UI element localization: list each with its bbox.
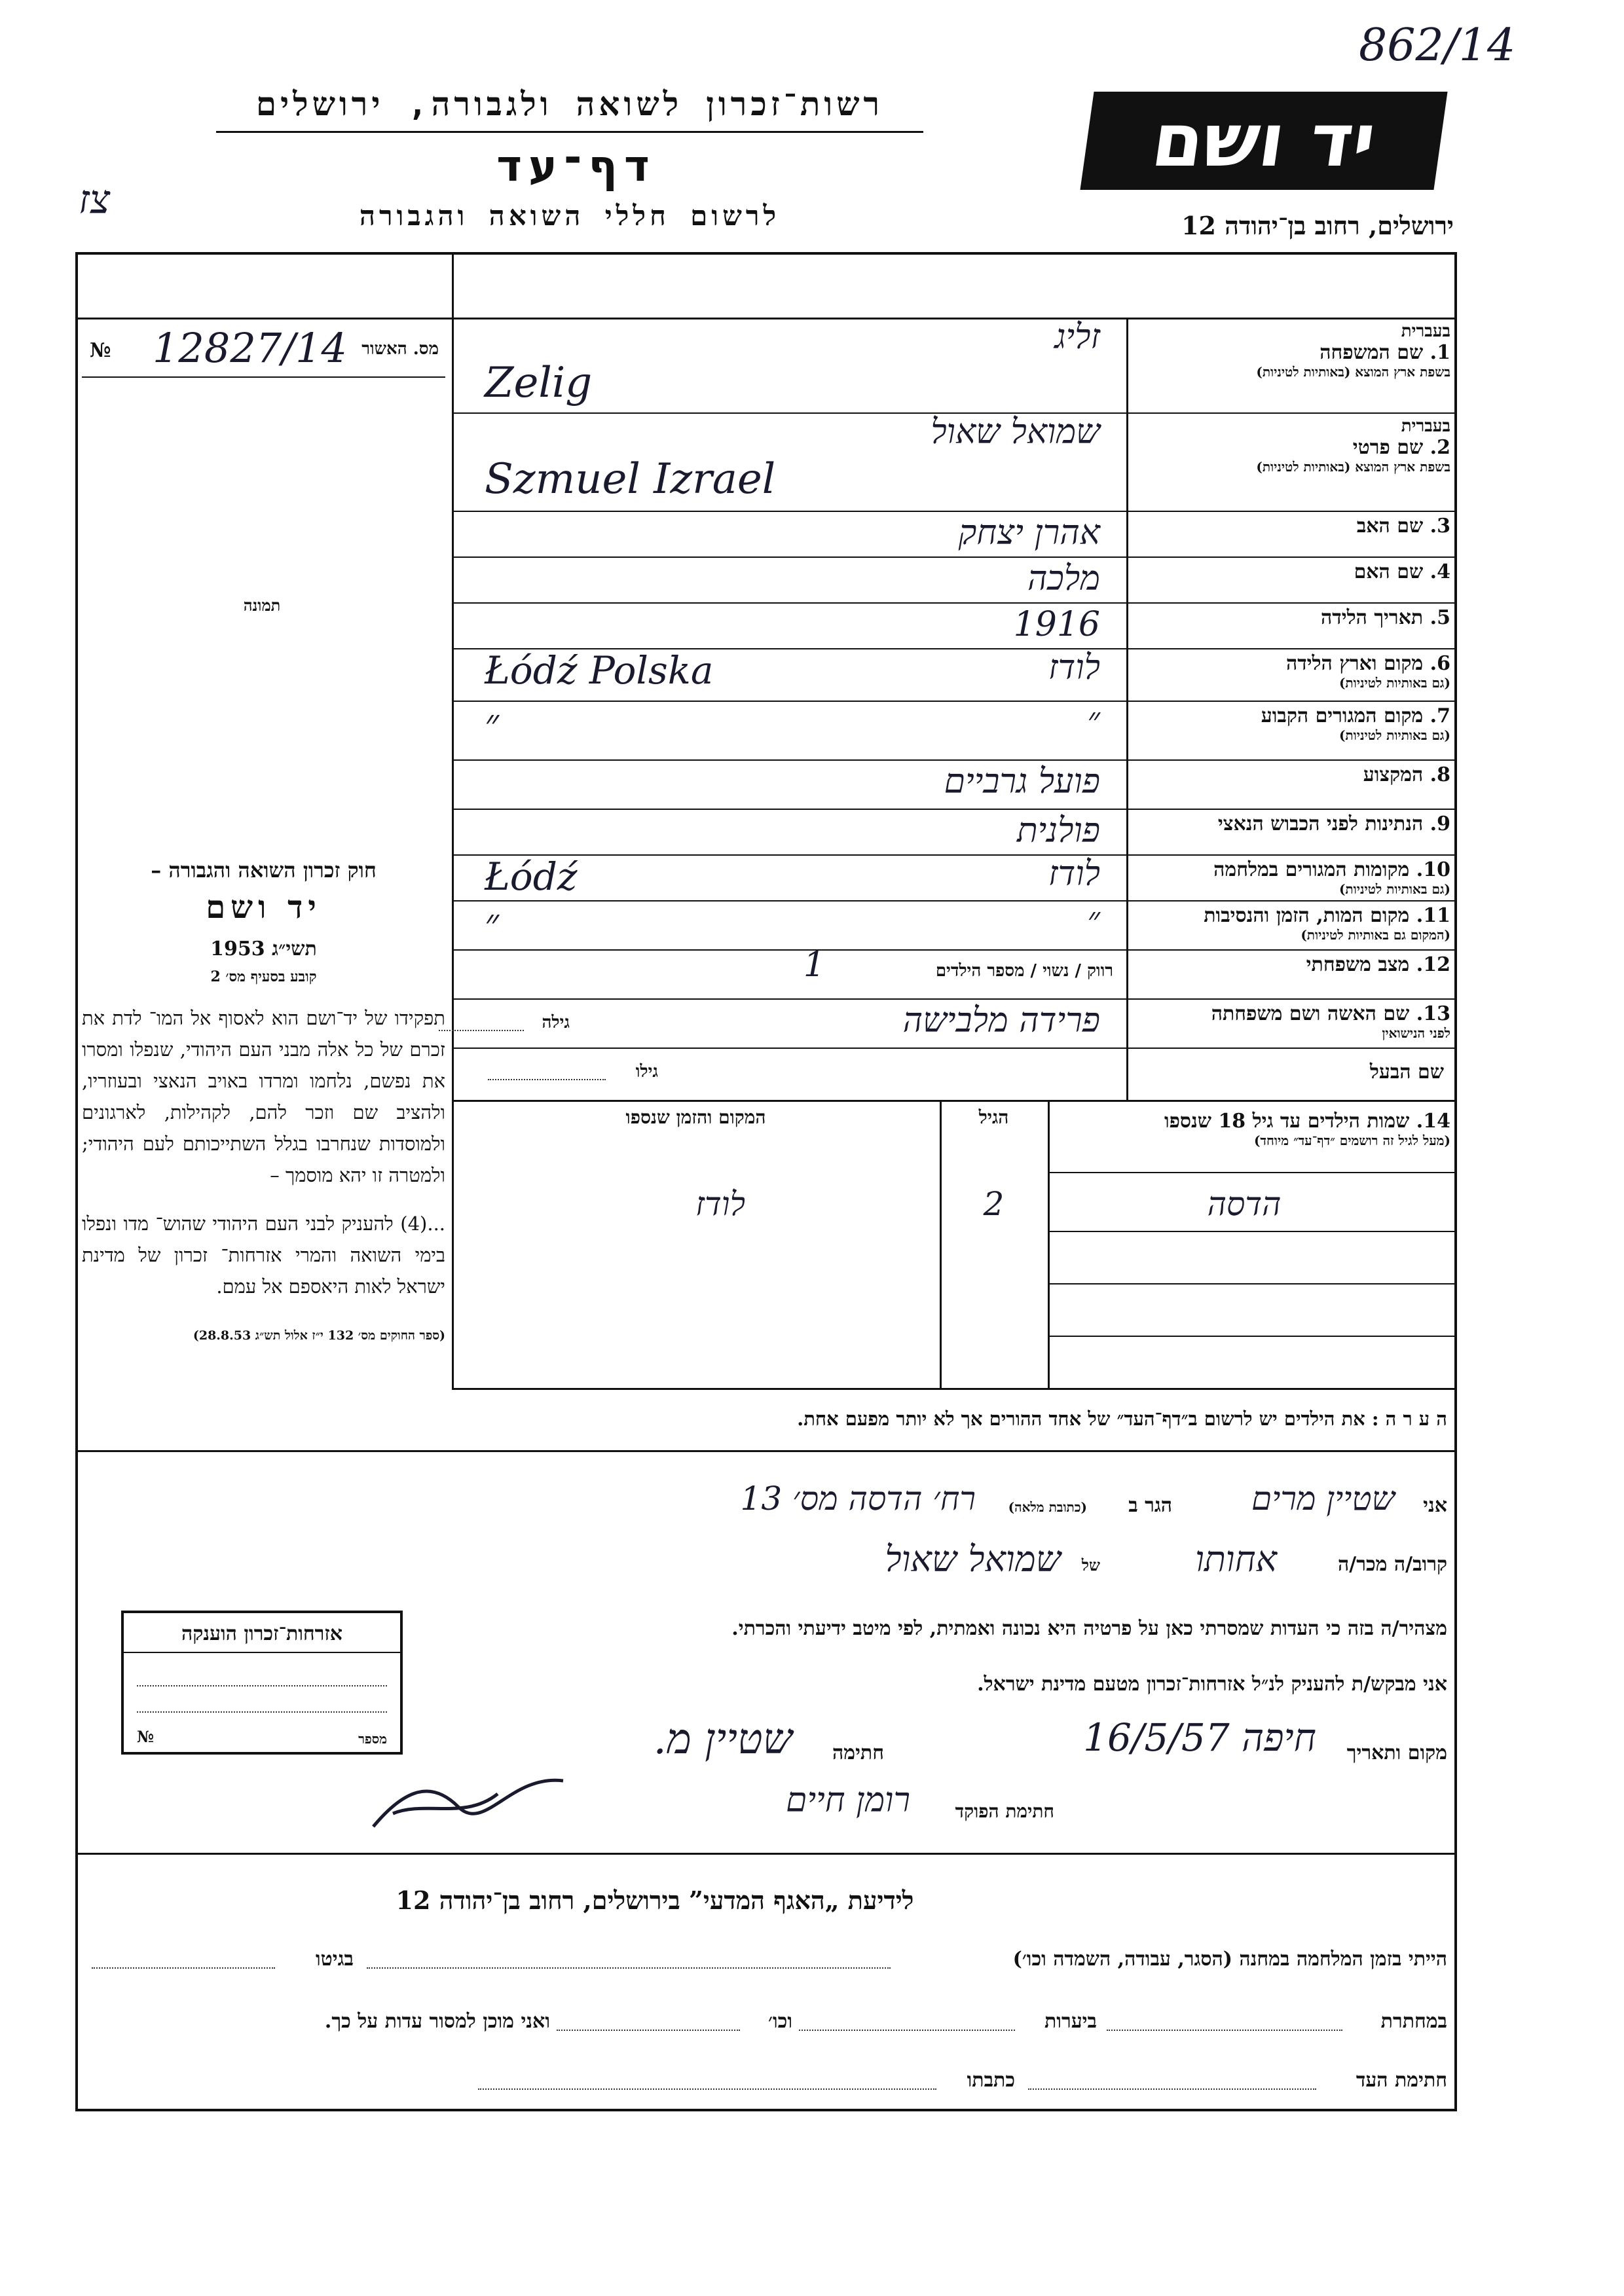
bottom-address-field[interactable] bbox=[478, 2088, 936, 2090]
field-label: שם האשה ושם משפחתה bbox=[1211, 1002, 1410, 1025]
field-note: (גם באותיות לטיניות) bbox=[1338, 675, 1450, 691]
certificate-line-2[interactable] bbox=[137, 1711, 387, 1713]
hebrew-tag: בעברית bbox=[1401, 416, 1450, 436]
field-label: מקומות המגורים במלחמה bbox=[1213, 858, 1410, 881]
signature-label: חתימה bbox=[832, 1741, 884, 1764]
field-2-label-cell bbox=[1133, 416, 1450, 509]
field-11-value-cell[interactable] bbox=[458, 900, 1120, 949]
left-column-divider bbox=[452, 318, 454, 1388]
logo-text: יד ושם bbox=[1147, 98, 1381, 183]
husband-row-line bbox=[452, 1100, 1457, 1102]
certificate-line-1[interactable] bbox=[137, 1685, 387, 1686]
law-text-1: תפקידו של יד־ושם הוא לאסוף אל המו־ לדת את זכרם של כל אלה מבני העם היהודי, שנפלו ומסרו את נפשם, נלחמו ומרדו באויב הנאצי ובעוזריו, ולהציב שם וזכר להם, לקהילות, לארגונים ולמוסדות שנחרבו בגלל השתייכותם לעם היהודי; ולמטרה זו יהא מוסמך – bbox=[82, 1007, 445, 1186]
law-name: יד ושם bbox=[206, 889, 322, 926]
value-hebrew: ״ bbox=[1087, 701, 1100, 740]
bottom-camp-field[interactable] bbox=[367, 1967, 891, 1969]
law-title: חוק זכרון השואה והגבורה – bbox=[151, 858, 377, 883]
field-label: שם האב bbox=[1356, 515, 1424, 538]
field-2-value-cell[interactable] bbox=[458, 412, 1120, 511]
approval-underline bbox=[82, 376, 445, 378]
field-7-label-cell bbox=[1133, 704, 1450, 758]
field-num: 2. bbox=[1430, 436, 1450, 459]
declaration-request: אני מבקש/ת להעניק לנ״ל אזרחות־זכרון מטעם מדינת ישראל. bbox=[977, 1673, 1447, 1696]
label-column-divider bbox=[1126, 318, 1128, 1100]
bottom-line-3 bbox=[85, 2069, 1447, 2108]
children-age-header: הגיל bbox=[978, 1106, 1009, 1128]
children-header-line bbox=[1048, 1172, 1457, 1173]
divider-top bbox=[452, 252, 454, 318]
photo-label: תמונה bbox=[243, 596, 281, 615]
field-num: 6. bbox=[1430, 652, 1450, 675]
field-9-value-cell[interactable] bbox=[458, 809, 1120, 854]
yad-vashem-logo bbox=[1080, 92, 1447, 190]
witness-signature: שטיין מ. bbox=[653, 1715, 792, 1764]
field-label: מקום המות, הזמן והנסיבות bbox=[1204, 904, 1410, 927]
declaration-line-1 bbox=[85, 1480, 1447, 1532]
field-1-value-cell[interactable] bbox=[458, 318, 1120, 412]
field-5-value-cell[interactable] bbox=[458, 602, 1120, 648]
field-note: (גם באותיות לטיניות) bbox=[1338, 727, 1450, 743]
bottom-forest-field[interactable] bbox=[799, 2030, 1015, 2031]
value-hebrew: לודז bbox=[1048, 648, 1100, 687]
bottom-underground-field[interactable] bbox=[1107, 2030, 1342, 2031]
of-value: שמואל שאול bbox=[885, 1539, 1061, 1580]
page-subtitle: לרשום חללי השואה והגבורה bbox=[359, 200, 781, 232]
witness-address: רח׳ הדסה מס׳ 13 bbox=[740, 1480, 976, 1518]
bottom-ghetto-field[interactable] bbox=[92, 1967, 275, 1969]
bottom-witness-sign-field[interactable] bbox=[1028, 2088, 1316, 2090]
bottom-ready-label: ואני מוכן למסור עדות על כך. bbox=[324, 2010, 550, 2033]
bottom-line-2 bbox=[85, 2010, 1447, 2049]
certificate-title: אזרחות־זכרון הוענקה bbox=[124, 1613, 400, 1653]
field-label: הנתינות לפני הכבוש הנאצי bbox=[1217, 812, 1424, 835]
marital-options: רווק / נשוי / מספר הילדים bbox=[935, 961, 1113, 981]
field-label: תאריך הלידה bbox=[1321, 606, 1424, 629]
value-latin: Szmuel Izrael bbox=[485, 455, 776, 503]
certificate-box bbox=[121, 1611, 403, 1755]
field-label: שם פרטי bbox=[1352, 436, 1424, 459]
value-hebrew: 1916 bbox=[1013, 605, 1100, 644]
place-date-label: מקום ותאריך bbox=[1346, 1741, 1447, 1764]
bottom-section-line bbox=[75, 1853, 1457, 1855]
field-label: שם המשפחה bbox=[1320, 341, 1424, 364]
certificate-no: № bbox=[137, 1727, 155, 1746]
field-num: 7. bbox=[1430, 704, 1450, 727]
value-hebrew: זליג bbox=[1054, 318, 1100, 357]
officer-signature-scribble bbox=[367, 1761, 576, 1840]
bottom-witness-sign-label: חתימת העד bbox=[1356, 2069, 1447, 2092]
field-num: 11. bbox=[1416, 904, 1450, 927]
field-13-value-cell[interactable] bbox=[458, 998, 1120, 1048]
authority-title: רשות־זכרון לשואה ולגבורה, ירושלים bbox=[255, 85, 884, 123]
field-5-label-cell bbox=[1133, 606, 1450, 647]
children-col-divider-1 bbox=[1048, 1100, 1050, 1388]
field-note: (גם באותיות לטיניות) bbox=[1338, 881, 1450, 897]
field-label: מקום וארץ הלידה bbox=[1285, 652, 1424, 675]
value-latin: Łódź Polska bbox=[485, 648, 714, 693]
wife-age-field[interactable] bbox=[439, 1030, 524, 1031]
child-age: 2 bbox=[983, 1185, 1005, 1223]
approval-no: № bbox=[90, 339, 111, 362]
law-text-2: ...(4) להעניק לבני העם היהודי שהוש־ מדו ונפלו בימי השואה והמרי אזרחות־ זכרון של מדינת ישראל לאות היאספם אל עמם. bbox=[82, 1212, 445, 1298]
field-11-label-cell bbox=[1133, 904, 1450, 948]
husband-age-field[interactable] bbox=[488, 1079, 606, 1080]
resides-label: הגר ב bbox=[1128, 1494, 1172, 1517]
field-num: 1. bbox=[1430, 341, 1450, 364]
husband-label: שם הבעל bbox=[1369, 1061, 1444, 1084]
header-address: ירושלים, רחוב בן־יהודה 12 bbox=[1181, 211, 1454, 240]
field-13-label-cell bbox=[1133, 1002, 1450, 1046]
value-hebrew: ״ bbox=[1087, 900, 1100, 939]
field-label: מקום המגורים הקבוע bbox=[1261, 704, 1424, 727]
value-hebrew: פולנית bbox=[1016, 811, 1100, 850]
field-num: 10. bbox=[1416, 858, 1450, 881]
value-latin: ״ bbox=[485, 701, 500, 745]
corner-marks: צז bbox=[79, 177, 111, 223]
field-num: 4. bbox=[1430, 560, 1450, 583]
field-3-label-cell bbox=[1133, 515, 1450, 555]
of-label: של bbox=[1081, 1556, 1100, 1575]
officer-label: חתימת הפוקד bbox=[955, 1800, 1054, 1822]
archive-number: 862/14 bbox=[1359, 20, 1516, 71]
field-note: בשפת ארץ המוצא (באותיות לטיניות) bbox=[1256, 459, 1450, 475]
field-6-value-cell[interactable] bbox=[458, 648, 1120, 701]
field-6-label-cell bbox=[1133, 652, 1450, 699]
authority-underline bbox=[216, 131, 923, 133]
field-num: 13. bbox=[1416, 1002, 1450, 1025]
declaration-line-2 bbox=[85, 1539, 1447, 1591]
relative-label: קרוב/ה מכר/ה bbox=[1338, 1553, 1447, 1576]
bottom-ghetto-label: בגיטו bbox=[315, 1948, 354, 1971]
child-place: לודז bbox=[695, 1185, 745, 1223]
bottom-line-1 bbox=[85, 1948, 1447, 1987]
field-9-label-cell bbox=[1133, 812, 1450, 853]
field-3-value-cell[interactable] bbox=[458, 511, 1120, 556]
children-row-line-1 bbox=[1048, 1231, 1457, 1232]
field-7-value-cell[interactable] bbox=[458, 701, 1120, 759]
field-label: המקצוע bbox=[1363, 763, 1424, 786]
children-num: 14. bbox=[1416, 1110, 1450, 1133]
page-title: דף־עד bbox=[496, 141, 656, 191]
field-8-value-cell[interactable] bbox=[458, 759, 1120, 809]
value-hebrew: פרידה מלבישה bbox=[902, 1001, 1100, 1040]
field-num: 8. bbox=[1430, 763, 1450, 786]
certificate-number-label: מספר bbox=[358, 1731, 387, 1747]
field-12-label-cell bbox=[1133, 953, 1450, 997]
field-num: 9. bbox=[1430, 812, 1450, 835]
field-1-label-cell bbox=[1133, 321, 1450, 411]
value-hebrew: פועל גרביים bbox=[944, 762, 1100, 801]
bottom-address-label: כתבתו bbox=[967, 2069, 1015, 2092]
field-10-label-cell bbox=[1133, 858, 1450, 899]
approval-label: מס. האשור bbox=[361, 339, 439, 359]
wife-age-label: גילה bbox=[542, 1013, 570, 1032]
law-year: תשי״ג 1953 bbox=[210, 938, 317, 960]
bottom-camp-label: הייתי בזמן המלחמה במחנה (הסגר, עבודה, השמדה וכו׳) bbox=[1012, 1948, 1447, 1971]
witness-name: שטיין מרים bbox=[1251, 1480, 1395, 1518]
declaration-statement: מצהיר/ה בזה כי העדות שמסרתי כאן על פרטיה היא נכונה ואמתית, לפי מיטב ידיעתי והכרתי. bbox=[731, 1617, 1447, 1640]
i-label: אני bbox=[1423, 1494, 1447, 1517]
children-bottom-line bbox=[452, 1388, 1457, 1390]
place-date-value: חיפה 16/5/57 bbox=[1083, 1715, 1316, 1760]
field-note: בשפת ארץ המוצא (באותיות לטיניות) bbox=[1256, 364, 1450, 380]
value-hebrew: לודז bbox=[1048, 854, 1100, 894]
children-header bbox=[1054, 1110, 1450, 1149]
bottom-etc-field[interactable] bbox=[557, 2030, 740, 2031]
child-name: הדסה bbox=[1207, 1185, 1282, 1223]
field-12-value-cell[interactable] bbox=[458, 945, 1120, 998]
children-note: ה ע ר ה : את הילדים יש לרשום ב״דף־העד״ של אחד ההורים אך לא יותר מפעם אחת. bbox=[797, 1408, 1447, 1430]
field-10-value-cell[interactable] bbox=[458, 854, 1120, 900]
field-num: 12. bbox=[1416, 953, 1450, 976]
field-4-value-cell[interactable] bbox=[458, 556, 1120, 602]
value-hebrew: אהרן יצחק bbox=[958, 513, 1100, 553]
bottom-forest-label: ביערות bbox=[1044, 2010, 1097, 2033]
children-count: 1 bbox=[803, 945, 825, 985]
children-col-divider-2 bbox=[940, 1100, 942, 1388]
value-latin: Zelig bbox=[485, 358, 593, 407]
field-label: שם האם bbox=[1354, 560, 1424, 583]
children-row-line-3 bbox=[1048, 1336, 1457, 1337]
approval-value: 12827/14 bbox=[152, 324, 347, 372]
value-hebrew: מלכה bbox=[1027, 559, 1100, 598]
law-reference: (ספר החוקים מס׳ 132 י״ז אלול תש״ג 28.8.53) bbox=[193, 1328, 445, 1343]
hebrew-tag: בעברית bbox=[1401, 321, 1450, 341]
husband-age-label: גילו bbox=[635, 1062, 658, 1082]
relation-value: אחותו bbox=[1195, 1539, 1277, 1580]
children-row-line-2 bbox=[1048, 1283, 1457, 1285]
children-header-note: (מעל לגיל זה רושמים ״דף־עד״ מיוחד) bbox=[1253, 1133, 1450, 1148]
children-title: שמות הילדים עד גיל 18 שנספו bbox=[1164, 1110, 1410, 1133]
address-note: (כתובת מלאה) bbox=[1008, 1499, 1087, 1515]
bottom-etc-label: וכו׳ bbox=[768, 2010, 792, 2033]
value-latin: Łódź bbox=[485, 854, 578, 899]
value-latin: ״ bbox=[485, 900, 500, 945]
value-hebrew: שמואל שאול bbox=[931, 412, 1100, 452]
field-num: 5. bbox=[1430, 606, 1450, 629]
note-line bbox=[75, 1450, 1457, 1452]
law-section bbox=[82, 858, 445, 1343]
field-label: מצב משפחתי bbox=[1306, 953, 1410, 976]
field-4-label-cell bbox=[1133, 560, 1450, 601]
law-clause: קובע בסעיף מס׳ 2 bbox=[210, 968, 317, 985]
field-note: (המקום גם באותיות לטיניות) bbox=[1301, 927, 1450, 943]
children-place-header: המקום והזמן שנספו bbox=[625, 1106, 766, 1128]
approval-row bbox=[82, 324, 445, 373]
bottom-underground-label: במחתרת bbox=[1380, 2010, 1447, 2033]
bottom-title: לידיעת „האגף המדעי” בירושלים, רחוב בן־יהודה 12 bbox=[396, 1886, 914, 1915]
field-num: 3. bbox=[1430, 515, 1450, 538]
children-header-title bbox=[1054, 1110, 1450, 1133]
officer-signature: רומן חיים bbox=[786, 1781, 910, 1820]
field-8-label-cell bbox=[1133, 763, 1450, 807]
field-note: לפני הנישואין bbox=[1382, 1025, 1450, 1041]
husband-row bbox=[458, 1048, 1450, 1093]
